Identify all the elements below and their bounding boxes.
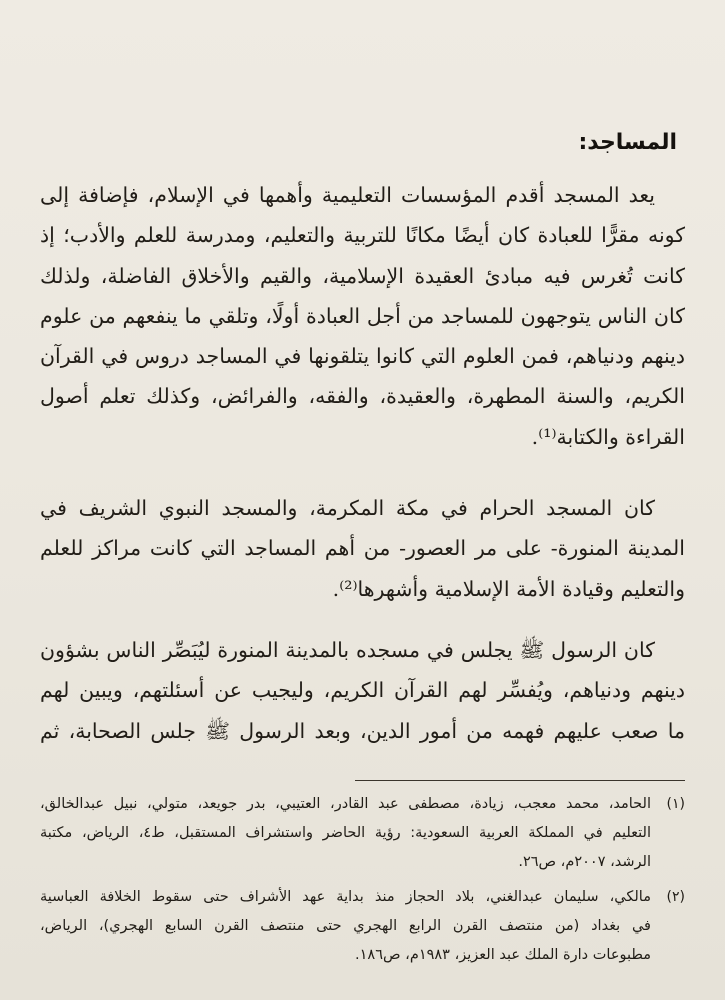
text-line: ما صعب عليهم فهمه من أمور الدين، وبعد الرسول ﷺ جلس الصحابة، ثم (40, 718, 685, 743)
paragraph-1 (40, 175, 685, 457)
footnote-number: (١) (666, 796, 685, 812)
text-line: والتعليم وقيادة الأمة الإسلامية وأشهرها⁽²⁾. (332, 576, 685, 601)
text-line: كان المسجد الحرام في مكة المكرمة، والمسجد النبوي الشريف في (40, 496, 655, 520)
text-line: كان الناس يتوجهون للمساجد من أجل العبادة أولًا، وتلقي ما ينفعهم من علوم (40, 303, 685, 328)
text-line: دينهم ودنياهم، ويُفسِّر لهم القرآن الكريم، وليجيب عن أسئلتهم، ويبين لهم (40, 678, 685, 703)
text-line: المدينة المنورة- على مر العصور- من أهم المساجد التي كانت مراكز للعلم (40, 536, 685, 561)
footnote-line: الرشد، ٢٠٠٧م، ص٢٦. (518, 854, 651, 870)
text-block (40, 0, 685, 1000)
text-line: كانت تُغرس فيه مبادئ العقيدة الإسلامية، والقيم والأخلاق الفاضلة، ولذلك (40, 263, 685, 288)
text-line: كونه مقرًّا للعبادة كان أيضًا مكانًا للتربية والتعليم، ومدرسة للعلم والأدب؛ إذ (40, 223, 685, 248)
footnotes (40, 790, 685, 976)
text-line: الكريم، والسنة المطهرة، والعقيدة، والفقه، والفرائض، وكذلك تعلم أصول (40, 384, 685, 409)
footnote-number: (٢) (666, 889, 685, 905)
footnote-line: الحامد، محمد معجب، زيادة، مصطفى عبد القادر، العتيبي، بدر جويعد، متولي، نبيل عبدالخالق، (40, 796, 651, 812)
footnote-separator (355, 780, 685, 781)
paragraph-3 (40, 630, 685, 751)
text-line: القراءة والكتابة⁽¹⁾. (531, 424, 685, 449)
text-line: دينهم ودنياهم، فمن العلوم التي كانوا يتلقونها في المساجد دروس في القرآن (40, 344, 685, 369)
footnote-2 (40, 883, 685, 970)
text-line: كان الرسول ﷺ يجلس في مسجده بالمدينة المنورة ليُبَصِّر الناس بشؤون (40, 638, 655, 662)
text-line: يعد المسجد أقدم المؤسسات التعليمية وأهمها في الإسلام، فإضافة إلى (40, 183, 655, 207)
section-heading: المساجد: (578, 130, 677, 155)
footnote-line: مطبوعات دارة الملك عبد العزيز، ١٩٨٣م، ص١٨٦. (355, 947, 651, 963)
paragraph-2 (40, 488, 685, 609)
footnote-1 (40, 790, 685, 877)
footnote-line: في بغداد (من منتصف القرن الرابع الهجري حتى منتصف القرن السابع الهجري)، الرياض، (40, 918, 651, 934)
footnote-line: التعليم في المملكة العربية السعودية: رؤية الحاضر واستشراف المستقبل، ط٤، الرياض، مكتبة (40, 825, 651, 841)
footnote-line: مالكي، سليمان عبدالغني، بلاد الحجاز منذ بداية عهد الأشراف حتى سقوط الخلافة العباسية (40, 889, 651, 905)
